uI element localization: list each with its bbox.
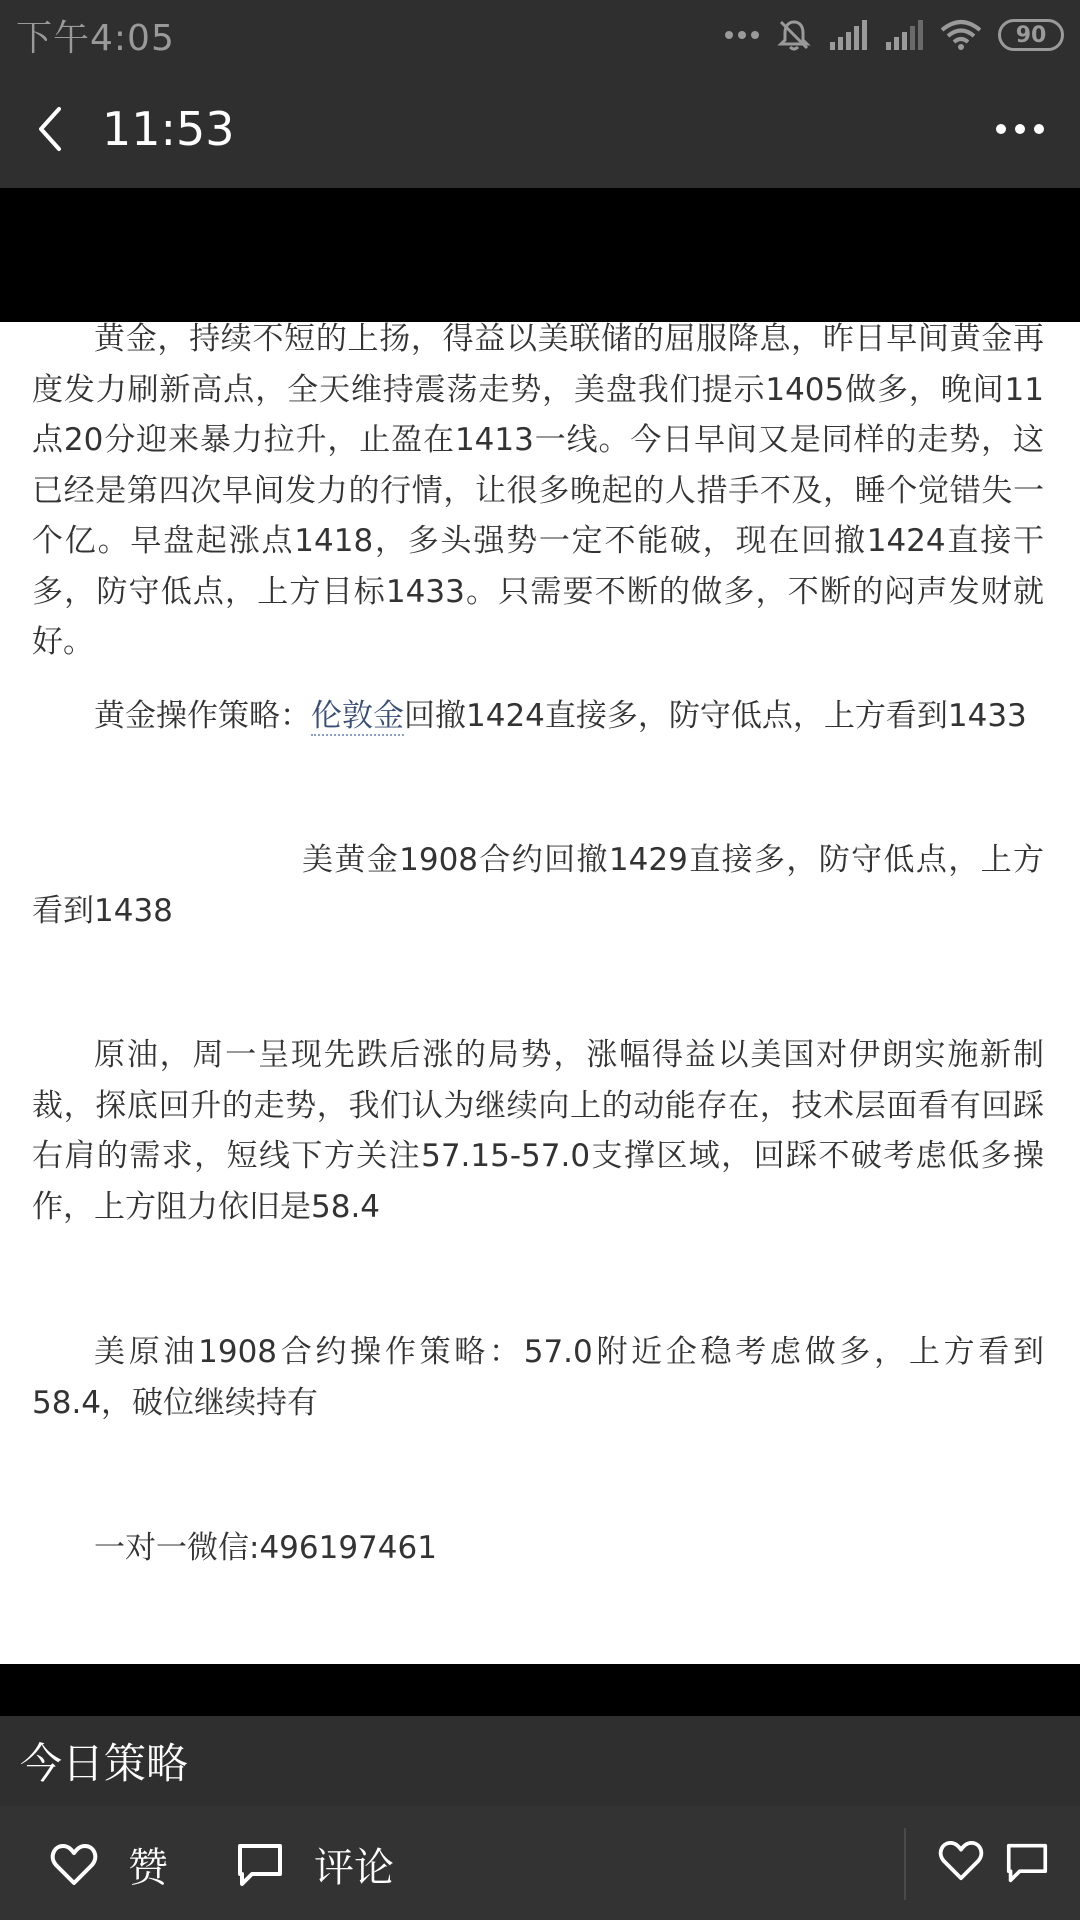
chevron-left-icon [35, 105, 65, 153]
mute-notification-icon [776, 17, 812, 53]
wifi-icon [940, 19, 982, 51]
status-bar [0, 0, 1080, 70]
action-bar [0, 1806, 1080, 1920]
more-button[interactable] [990, 104, 1050, 154]
signal-icon [884, 20, 924, 50]
action-divider [904, 1828, 906, 1900]
comment-icon [236, 1842, 284, 1888]
status-icons [724, 17, 1064, 53]
paragraph-us-gold-strategy: 美黄金1908合约回撤1429直接多，防守低点，上方看到1438 [32, 842, 1044, 929]
battery-icon [998, 19, 1064, 51]
battery-level: 90 [1015, 22, 1047, 48]
london-gold-link[interactable]: 伦敦金 [311, 697, 404, 734]
caption-text: 今日策略 [20, 1739, 189, 1788]
paragraph-oil-strategy: 美原油1908合约操作策略：57.0附近企稳考虑做多，上方看到58.4，破位继续持有 [32, 1334, 1044, 1421]
more-dots-icon [724, 28, 760, 42]
more-horizontal-icon [995, 123, 1045, 135]
like-button[interactable] [50, 1836, 168, 1893]
comment-button[interactable] [236, 1836, 394, 1893]
title-bar [0, 70, 1080, 188]
comment-count-button[interactable] [1004, 1842, 1050, 1888]
back-button[interactable] [0, 70, 100, 188]
signal-icon [828, 20, 868, 50]
article-image [0, 322, 1080, 1664]
status-time: 下午4:05 [16, 17, 175, 59]
paragraph-wechat-contact: 一对一微信:496197461 [94, 1530, 437, 1566]
image-top-border [0, 188, 1080, 322]
heart-icon [50, 1843, 98, 1887]
paragraph-gold-strategy [32, 691, 1044, 742]
like-count-button[interactable] [938, 1840, 984, 1886]
heart-icon [938, 1840, 984, 1882]
paragraph-oil-analysis: 原油，周一呈现先跌后涨的局势，涨幅得益以美国对伊朗实施新制裁，探底回升的走势，我们认为继续向上的动能存在，技术层面看有回踩右肩的需求，短线下方关注57.15-57.0支撑区域，回踩不破考虑低多操作，上方阻力依旧是58.4 [32, 1037, 1044, 1225]
like-label: 赞 [128, 1845, 168, 1891]
comment-icon [1004, 1842, 1050, 1884]
image-bottom-border [0, 1664, 1080, 1716]
comment-label: 评论 [314, 1845, 394, 1891]
image-caption [0, 1716, 1080, 1806]
gold-strategy-suffix: 回撤1424直接多，防守低点，上方看到1433 [404, 697, 1027, 734]
paragraph-gold-analysis: 黄金，持续不短的上扬，得益以美联储的屈服降息，昨日早间黄金再度发力刷新高点，全天维持震荡走势，美盘我们提示1405做多，晚间11点20分迎来暴力拉升，止盈在1413一线。今日早间又是同样的走势，这已经是第四次早间发力的行情，让很多晚起的人措手不及，睡个觉错失一个亿。早盘起涨点1418，多头强势一定不能破，现在回撤1424直接干多，防守低点，上方目标1433。只需要不断的做多，不断的闷声发财就好。 [32, 322, 1044, 660]
page-title: 11:53 [102, 102, 235, 156]
gold-strategy-prefix: 黄金操作策略： [94, 697, 311, 734]
